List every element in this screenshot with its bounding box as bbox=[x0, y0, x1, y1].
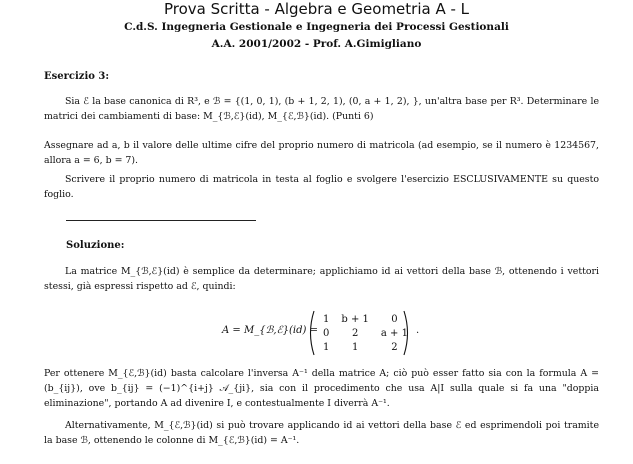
matrix-row bbox=[317, 312, 414, 326]
exercise-heading: Esercizio 3: bbox=[44, 71, 110, 82]
solution-paragraph-1: La matrice M_{ℬ,ℰ}(id) è semplice da determinare; applichiamo id ai vettori della base ℬ, ottenendo i vettori stessi, già espressi rispetto ad ℰ, quindi: bbox=[44, 266, 599, 292]
matrix-A bbox=[317, 312, 414, 354]
matrix-row bbox=[317, 326, 414, 340]
matrix-row bbox=[317, 340, 414, 354]
document-title: Prova Scritta - Algebra e Geometria A - L bbox=[163, 0, 470, 18]
matrix-cell: 1 bbox=[351, 341, 359, 353]
matrix-cell: 0 bbox=[323, 327, 330, 339]
matrix-cell: 2 bbox=[391, 341, 398, 353]
exercise-paragraph-3: Scrivere il proprio numero di matricola in testa al foglio e svolgere l'esercizio ESCLUSIVAMENTE su questo foglio. bbox=[44, 174, 599, 200]
matrix-cell: 0 bbox=[391, 313, 398, 325]
right-parenthesis bbox=[402, 310, 412, 356]
solution-paragraph-2: Per ottenere M_{ℰ,ℬ}(id) basta calcolare l'inversa A⁻¹ della matrice A; ciò può esser fatto sia con la formula A = (b_{ij}), ove b_{ij} = (−1)^{i+j} 𝒜_{ji}, sia con il procedimento che usa A|I sulla quale si fa una "doppia eliminazione", portando A ad divenire I, e contestualmente I diverrà A⁻¹. bbox=[44, 368, 599, 409]
exercise-paragraph-1: Sia ℰ la base canonica di R³, e ℬ = {(1, 0, 1), (b + 1, 2, 1), (0, a + 1, 2), }, un'altra base per R³. Determinare le matrici dei cambiamenti di base: M_{ℬ,ℰ}(id), M_{ℰ,ℬ}(id). (Punti 6) bbox=[44, 96, 599, 122]
separator-rule bbox=[66, 220, 256, 221]
equation-period: . bbox=[416, 325, 420, 336]
matrix-cell: 1 bbox=[323, 341, 330, 353]
academic-year-line: A.A. 2001/2002 - Prof. A.Gimigliano bbox=[211, 38, 422, 50]
matrix-cell: b + 1 bbox=[341, 313, 369, 325]
solution-paragraph-3: Alternativamente, M_{ℰ,ℬ}(id) si può trovare applicando id ai vettori della base ℰ ed esprimendoli poi tramite la base ℬ, ottenendo le colonne di M_{ℰ,ℬ}(id) = A⁻¹. bbox=[44, 420, 599, 446]
solution-heading: Soluzione: bbox=[66, 240, 125, 251]
matrix-cell: 1 bbox=[323, 313, 330, 325]
matrix-cell: 2 bbox=[351, 327, 359, 339]
course-line: C.d.S. Ingegneria Gestionale e Ingegneria dei Processi Gestionali bbox=[124, 21, 509, 33]
left-parenthesis bbox=[306, 310, 316, 356]
exercise-paragraph-2: Assegnare ad a, b il valore delle ultime cifre del proprio numero di matricola (ad esempio, se il numero è 1234567, allora a = 6, b = 7). bbox=[44, 140, 599, 166]
matrix-cell: a + 1 bbox=[380, 327, 408, 339]
equation-lhs: A = M_{ℬ,ℰ}(id) = bbox=[222, 325, 318, 336]
matrix-equation bbox=[0, 310, 633, 356]
